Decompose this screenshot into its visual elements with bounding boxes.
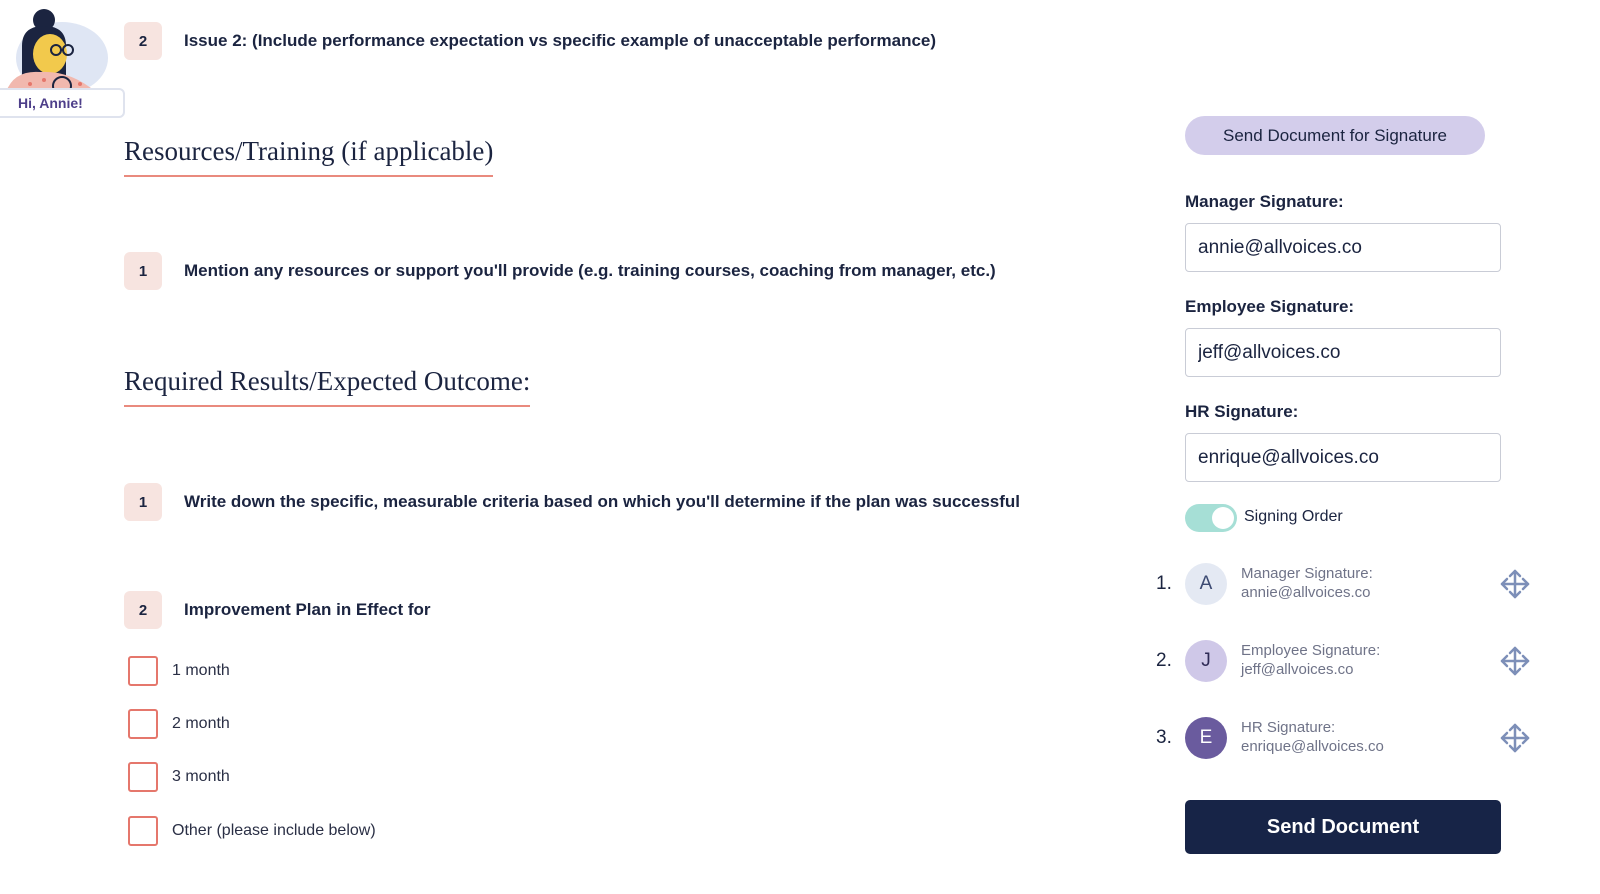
signer-role: HR Signature: [1241, 719, 1336, 736]
signer-avatar: A [1185, 563, 1227, 605]
checkbox-label: 1 month [172, 662, 230, 679]
signer-row[interactable] [1150, 640, 1540, 684]
signer-order: 3. [1156, 727, 1172, 748]
option-1-month[interactable] [128, 656, 230, 686]
checkbox[interactable] [128, 709, 158, 739]
checkbox[interactable] [128, 656, 158, 686]
option-3-month[interactable] [128, 762, 230, 792]
results-heading: Required Results/Expected Outcome: [124, 366, 530, 407]
signer-order: 2. [1156, 650, 1172, 671]
drag-move-icon[interactable] [1499, 722, 1531, 754]
employee-signature-label: Employee Signature: [1185, 297, 1355, 316]
user-avatar-card[interactable] [0, 0, 126, 120]
signer-email: enrique@allvoices.co [1241, 738, 1384, 755]
signer-order: 1. [1156, 573, 1172, 594]
issue-number-badge: 2 [124, 22, 162, 60]
signer-role: Employee Signature: [1241, 642, 1381, 659]
manager-signature-label: Manager Signature: [1185, 192, 1344, 211]
resources-item-row [124, 252, 996, 290]
signer-avatar: J [1185, 640, 1227, 682]
plan-duration-number-badge: 2 [124, 591, 162, 629]
send-document-button[interactable]: Send Document [1185, 800, 1501, 854]
results-item-row [124, 483, 1020, 521]
resources-item-text: Mention any resources or support you'll provide (e.g. training courses, coaching from manager, etc.) [184, 261, 996, 280]
hr-signature-label: HR Signature: [1185, 402, 1299, 421]
checkbox[interactable] [128, 816, 158, 846]
user-avatar-illustration [0, 6, 110, 92]
drag-move-icon[interactable] [1499, 568, 1531, 600]
signer-row[interactable] [1150, 717, 1540, 761]
plan-duration-row [124, 591, 431, 629]
results-item-number-badge: 1 [124, 483, 162, 521]
checkbox[interactable] [128, 762, 158, 792]
signer-email: jeff@allvoices.co [1241, 661, 1354, 678]
signing-order-label: Signing Order [1244, 508, 1343, 525]
checkbox-label: Other (please include below) [172, 822, 376, 839]
signing-order-toggle[interactable] [1185, 504, 1237, 532]
option-other[interactable] [128, 816, 376, 846]
option-2-month[interactable] [128, 709, 230, 739]
resources-heading: Resources/Training (if applicable) [124, 136, 493, 177]
checkbox-label: 3 month [172, 768, 230, 785]
issue-text: Issue 2: (Include performance expectation vs specific example of unacceptable performance) [184, 31, 937, 50]
signer-role: Manager Signature: [1241, 565, 1373, 582]
toggle-knob [1212, 507, 1234, 529]
results-item-text: Write down the specific, measurable criteria based on which you'll determine if the plan was successful [184, 492, 1021, 511]
signer-row[interactable] [1150, 563, 1540, 607]
send-for-signature-button[interactable]: Send Document for Signature [1185, 116, 1485, 155]
plan-duration-text: Improvement Plan in Effect for [184, 600, 431, 619]
manager-email-input[interactable] [1185, 223, 1501, 272]
resources-item-number-badge: 1 [124, 252, 162, 290]
checkbox-label: 2 month [172, 715, 230, 732]
employee-email-input[interactable] [1185, 328, 1501, 377]
greeting-text: Hi, Annie! [0, 88, 125, 118]
signer-email: annie@allvoices.co [1241, 584, 1371, 601]
hr-email-input[interactable] [1185, 433, 1501, 482]
issue-row [124, 22, 936, 60]
signer-avatar: E [1185, 717, 1227, 759]
drag-move-icon[interactable] [1499, 645, 1531, 677]
